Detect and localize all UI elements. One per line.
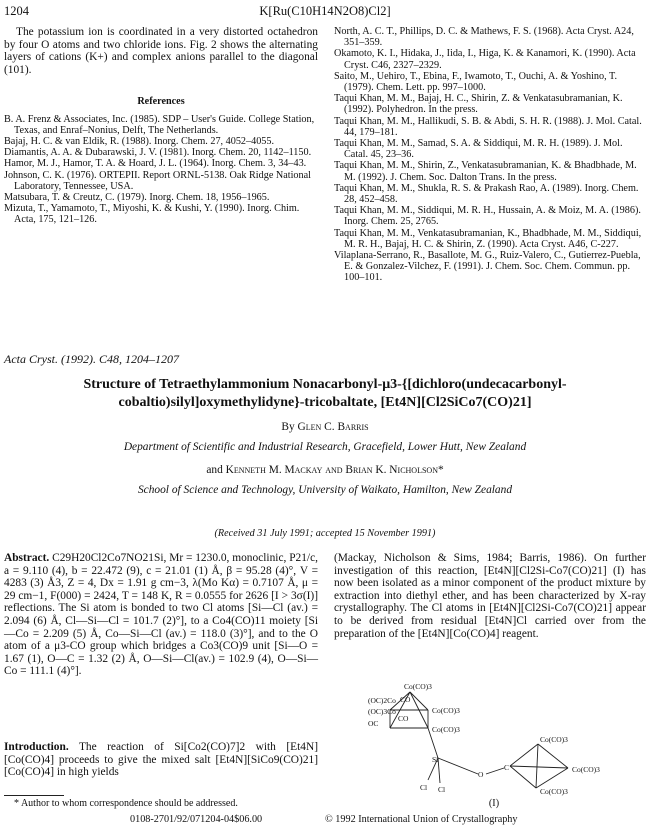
label-cl-2: Cl <box>438 785 446 794</box>
left-top-column <box>4 26 318 226</box>
author-name: Kenneth M. Mackay and Brian K. Nicholson* <box>225 464 444 476</box>
label-cl-1: Cl <box>420 783 428 792</box>
label-c: C <box>504 763 510 772</box>
label-co-co3-lower: Co(CO)3 <box>432 725 460 734</box>
authors-block <box>0 421 650 497</box>
structure-diagram <box>368 680 618 798</box>
reference-item: Saito, M., Uehiro, T., Ebina, F., Iwamoto, T., Ouchi, A. & Yoshino, T. (1979). Chem. Lett. pp. 997–1000. <box>334 70 618 94</box>
author-line-2 <box>0 464 650 477</box>
label-co-small: CO <box>400 695 411 704</box>
author-prefix: and <box>206 464 223 476</box>
label-co-co3-right: Co(CO)3 <box>432 706 460 715</box>
reference-item: Okamoto, K. I., Hidaka, J., Iida, I., Higa, K. & Kanamori, K. (1990). Acta Cryst. C46, 2327–2329. <box>334 48 636 71</box>
footnote-rule <box>4 795 64 796</box>
abstract-label: Abstract. <box>4 552 50 564</box>
reference-item: Taqui Khan, M. M., Hallikudi, S. B. & Abdi, S. H. R. (1988). J. Mol. Catal. 44, 179–181. <box>334 115 642 138</box>
title-line-1: Structure of Tetraethylammonium Nonacarbonyl-μ3-{[dichloro(undecacarbonyl- <box>83 377 567 392</box>
label-co-co3-cluster-bottom: Co(CO)3 <box>540 787 568 796</box>
introduction-continued: (Mackay, Nicholson & Sims, 1984; Barris, 1986). On further investigation of this reaction, [Et4N][Cl2Si-Co7(CO)21] (I) has now been isolated as a minor component of the product mixture by extraction into diethyl ether, and has been characterized by X-ray crystallography. The Cl atoms in [Et4N][Cl2Si-Co7(CO)21] appear to be derived from residual [Et4N]Cl carried over from the preparation of the [Et4N][Co(CO)4] reagent. <box>334 552 646 640</box>
author-name: Glen C. Barris <box>297 421 369 433</box>
introduction-label: Introduction. <box>4 741 69 753</box>
references-heading: References <box>137 96 185 108</box>
reference-item: Matsubara, T. & Creutz, C. (1979). Inorg. Chem. 18, 1956–1965. <box>4 192 270 203</box>
closing-paragraph: The potassium ion is coordinated in a very distorted octahedron by four O atoms and two chloride ions. Fig. 2 shows the alternating layers of cations (K+) and complex anions parallel to the diagonal (101). <box>4 26 318 76</box>
reference-item: Johnson, C. K. (1976). ORTEPII. Report ORNL-5138. Oak Ridge National Laboratory, Tennessee, USA. <box>4 169 311 192</box>
references-list-left <box>4 114 318 226</box>
abstract-text: C29H20Cl2Co7NO21Si, Mr = 1230.0, monoclinic, P21/c, a = 9.110 (4), b = 22.472 (9), c = 21.01 (1) Å, β = 95.28 (4)°, V = 4283 (3) Å3, Z = 4, Dx = 1.91 g cm−3, λ(Mo Kα) = 0.7107 Å, μ = 29 cm−1, F(000) = 2424, T = 148 K, R = 0.0555 for 2626 [I > 3σ(I)] reflections. The Si atom is bonded to two Cl atoms [Si—Cl (av.) = 2.094 (6) Å, Cl—Si—Cl = 101.7 (2)°], to a Co4(CO)11 moiety [Si—Co = 2.209 (5) Å, Co—Si—Cl (av.) = 118.0 (3)°], and to the O atom of a μ3-CO group which bridges a Co3(CO)9 unit [Si—O = 1.67 (1), O—C = 1.32 (2) Å, O—Si—Cl(av.) = 102.9 (4), O—Si—Co = 111.1 (4)°]. <box>4 552 318 678</box>
reference-item: Mizuta, T., Yamamoto, T., Miyoshi, K. & Kushi, Y. (1990). Inorg. Chim. Acta, 175, 121–126. <box>4 203 300 226</box>
reference-item: Taqui Khan, M. M., Shukla, R. S. & Prakash Rao, A. (1989). Inorg. Chem. 28, 452–458. <box>334 182 639 206</box>
footnote: * Author to whom correspondence should be addressed. <box>14 798 238 809</box>
copyright: © 1992 International Union of Crystallography <box>325 814 518 825</box>
reference-item: Taqui Khan, M. M., Venkatasubramanian, K., Bhadbhade, M. M., Siddiqui, M. R. H., Bajaj, H. C. & Shirin, Z. (1990). Acta Cryst. A46, C-227. <box>334 227 642 250</box>
reference-item: Taqui Khan, M. M., Bajaj, H. C., Shirin, Z. & Venkatasubramanian, K. (1992). Polyhedron. In the press. <box>334 93 623 116</box>
title-line-2: cobaltio)silyl]oxymethylidyne}-tricobaltate, [Et4N][Cl2SiCo7(CO)21] <box>118 395 532 410</box>
author-line-1 <box>0 421 650 434</box>
references-list-right <box>334 26 646 284</box>
compound-number: (I) <box>488 798 500 809</box>
affiliation-2: School of Science and Technology, University of Waikato, Hamilton, New Zealand <box>137 484 513 496</box>
reference-item: Hamor, M. J., Hamor, T. A. & Hoard, J. L. (1964). Inorg. Chem. 3, 34–43. <box>4 158 307 170</box>
introduction-text: The reaction of Si[Co2(CO)7]2 with [Et4N][Co(CO)4] proceeds to give the mixed salt [Et4N][SiCo9(CO)21][Co(CO)4] in high yields <box>4 741 318 779</box>
label-co-small-2: CO <box>398 714 409 723</box>
running-title: K[Ru(C10H14N2O8)Cl2] <box>259 4 391 18</box>
article-title <box>0 376 650 412</box>
author-prefix: By <box>281 421 295 433</box>
label-oc: OC <box>368 719 379 728</box>
reference-item: Vilaplana-Serrano, R., Basallote, M. G., Ruiz-Valero, C., Gutierrez-Puebla, E. & Gonzalez-Vilchez, F. (1991). J. Chem. Soc. Chem. Commun. pp. 100–101. <box>334 250 641 284</box>
label-oc2co: (OC)2Co <box>368 696 396 705</box>
reference-item: North, A. C. T., Phillips, D. C. & Mathews, F. S. (1968). Acta Cryst. A24, 351–359. <box>334 26 634 49</box>
page-number: 1204 <box>4 4 29 18</box>
label-co-co3-cluster-top: Co(CO)3 <box>540 735 568 744</box>
introduction-section <box>4 741 318 779</box>
affiliation-1: Department of Scientific and Industrial Research, Gracefield, Lower Hutt, New Zealand <box>123 441 527 453</box>
label-oc3co: (OC)3Co <box>368 707 396 716</box>
label-si: Si <box>432 755 439 764</box>
received-dates: (Received 31 July 1991; accepted 15 November 1991) <box>214 528 436 539</box>
label-o: O <box>478 770 484 779</box>
abstract-section <box>4 552 318 678</box>
reference-item: Bajaj, H. C. & van Eldik, R. (1988). Inorg. Chem. 27, 4052–4055. <box>4 135 275 147</box>
article-code: 0108-2701/92/071204-04$06.00 <box>130 814 263 825</box>
label-co-co3-cluster-right: Co(CO)3 <box>572 765 600 774</box>
label-co-co3-top: Co(CO)3 <box>404 682 432 691</box>
reference-item: B. A. Frenz & Associates, Inc. (1985). SDP – User's Guide. College Station, Texas, and Enraf–Nonius, Delft, The Netherlands. <box>4 113 315 136</box>
journal-reference: Acta Cryst. (1992). C48, 1204–1207 <box>4 352 179 366</box>
reference-item: Taqui Khan, M. M., Samad, S. A. & Siddiqui, M. R. H. (1989). J. Mol. Catal. 45, 23–36. <box>334 138 623 161</box>
reference-item: Diamantis, A. A. & Dubarawski, J. V. (1981). Inorg. Chem. 20, 1142–1150. <box>4 147 312 159</box>
reference-item: Taqui Khan, M. M., Siddiqui, M. R. H., Hussain, A. & Moiz, M. A. (1986). Inorg. Chem. 25, 2765. <box>334 205 641 228</box>
reference-item: Taqui Khan, M. M., Shirin, Z., Venkatasubramanian, K. & Bhadbhade, M. M. (1992). J. Chem. Soc. Dalton Trans. In the press. <box>334 160 637 183</box>
